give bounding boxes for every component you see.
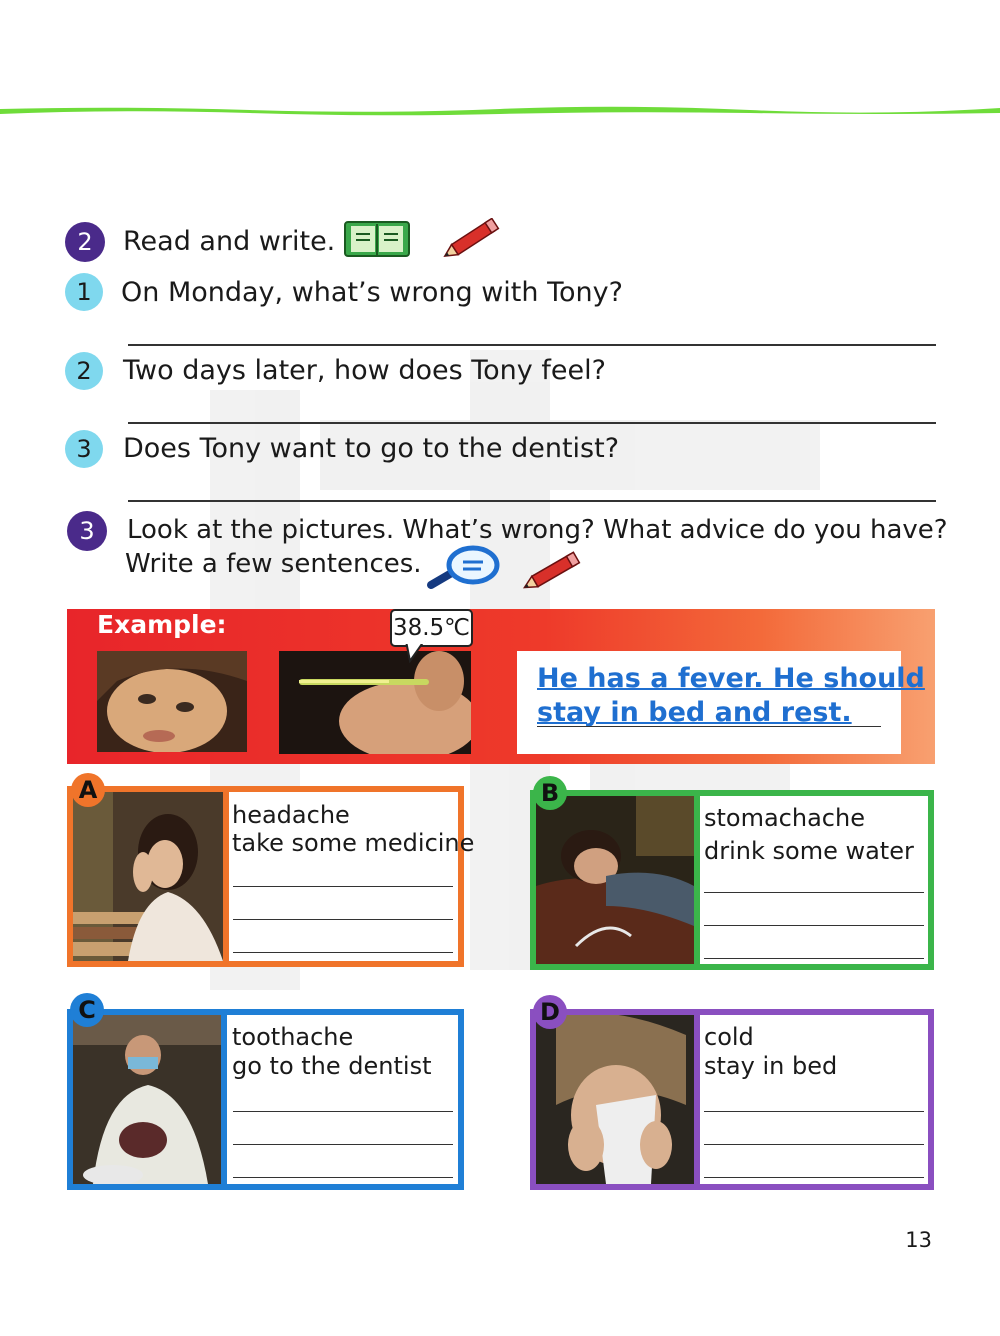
card-d-letter: D — [540, 998, 560, 1026]
card-a-answer-line[interactable] — [233, 952, 453, 953]
top-green-rule — [0, 103, 1000, 117]
question-2-number: 2 — [76, 357, 92, 385]
section-number: 2 — [77, 228, 93, 256]
example-label: Example: — [97, 610, 227, 639]
speech-tail — [402, 641, 428, 663]
pencil-icon — [520, 551, 586, 591]
example-answer-line1: He has a fever. He should — [537, 663, 925, 694]
sick-child-photo — [97, 651, 247, 752]
card-a-answer-line[interactable] — [233, 919, 453, 920]
card-a-problem: headache — [232, 801, 350, 829]
card-c-answer-line[interactable] — [233, 1177, 453, 1178]
answer-line-1[interactable] — [128, 344, 936, 346]
card-d-letter-badge — [533, 995, 567, 1029]
example-answer-rule — [537, 726, 881, 727]
question-2-badge — [65, 352, 103, 390]
card-b — [530, 790, 934, 970]
stomachache-photo — [536, 796, 694, 964]
page-number: 13 — [905, 1228, 932, 1252]
magnifier-icon — [425, 545, 500, 591]
example-answer-box — [517, 651, 925, 754]
question-1-text: On Monday, what’s wrong with Tony? — [121, 277, 623, 308]
card-a-letter: A — [78, 776, 98, 804]
question-3-number: 3 — [76, 435, 92, 463]
card-d-separator — [694, 1015, 700, 1184]
card-a-separator — [223, 792, 229, 961]
card-a-advice: take some medicine — [232, 829, 475, 857]
card-d-answer-line[interactable] — [704, 1177, 924, 1178]
section-3-number-badge — [67, 511, 107, 551]
thermometer-reading: 38.5℃ — [390, 609, 473, 647]
card-d — [530, 1009, 934, 1190]
card-a-answer-line[interactable] — [233, 886, 453, 887]
card-b-answer-line[interactable] — [704, 958, 924, 959]
card-c-separator — [221, 1015, 227, 1184]
card-a — [67, 786, 475, 967]
toothache-photo — [73, 1015, 221, 1184]
section-3-title-line1: Look at the pictures. What’s wrong? What advice do you have? — [127, 515, 948, 545]
card-c-answer-line[interactable] — [233, 1144, 453, 1145]
question-3-badge — [65, 430, 103, 468]
card-b-separator — [694, 796, 700, 964]
card-d-problem: cold — [704, 1023, 754, 1051]
question-3-text: Does Tony want to go to the dentist? — [123, 433, 620, 464]
section-title: Read and write. — [123, 226, 336, 257]
question-1-badge — [65, 273, 103, 311]
card-d-answer-line[interactable] — [704, 1111, 924, 1112]
book-icon — [344, 219, 410, 259]
card-d-answer-line[interactable] — [704, 1144, 924, 1145]
answer-line-3[interactable] — [128, 500, 936, 502]
card-a-letter-badge — [71, 773, 105, 807]
question-2-text: Two days later, how does Tony feel? — [123, 355, 606, 386]
section-3-number: 3 — [79, 517, 95, 545]
card-c-problem: toothache — [232, 1023, 354, 1051]
pencil-icon — [440, 218, 506, 260]
card-c-advice: go to the dentist — [232, 1052, 432, 1080]
cold-photo — [536, 1015, 694, 1184]
question-1-number: 1 — [76, 278, 92, 306]
example-answer-line2: stay in bed and rest. — [537, 697, 852, 728]
card-b-letter-badge — [533, 776, 567, 810]
card-b-answer-line[interactable] — [704, 925, 924, 926]
card-c-answer-line[interactable] — [233, 1111, 453, 1112]
thermometer-photo — [279, 651, 471, 754]
section-number-badge — [65, 222, 105, 262]
card-b-problem: stomachache — [704, 804, 865, 832]
card-c-letter-badge — [70, 993, 104, 1027]
headache-photo — [73, 792, 223, 961]
card-b-answer-line[interactable] — [704, 892, 924, 893]
answer-line-2[interactable] — [128, 422, 936, 424]
section-3-title-line2: Write a few sentences. — [125, 549, 422, 579]
card-b-letter: B — [540, 779, 560, 807]
card-c-letter: C — [78, 996, 96, 1024]
card-c — [67, 1009, 464, 1190]
card-d-advice: stay in bed — [704, 1052, 838, 1080]
card-b-advice: drink some water — [704, 837, 914, 865]
